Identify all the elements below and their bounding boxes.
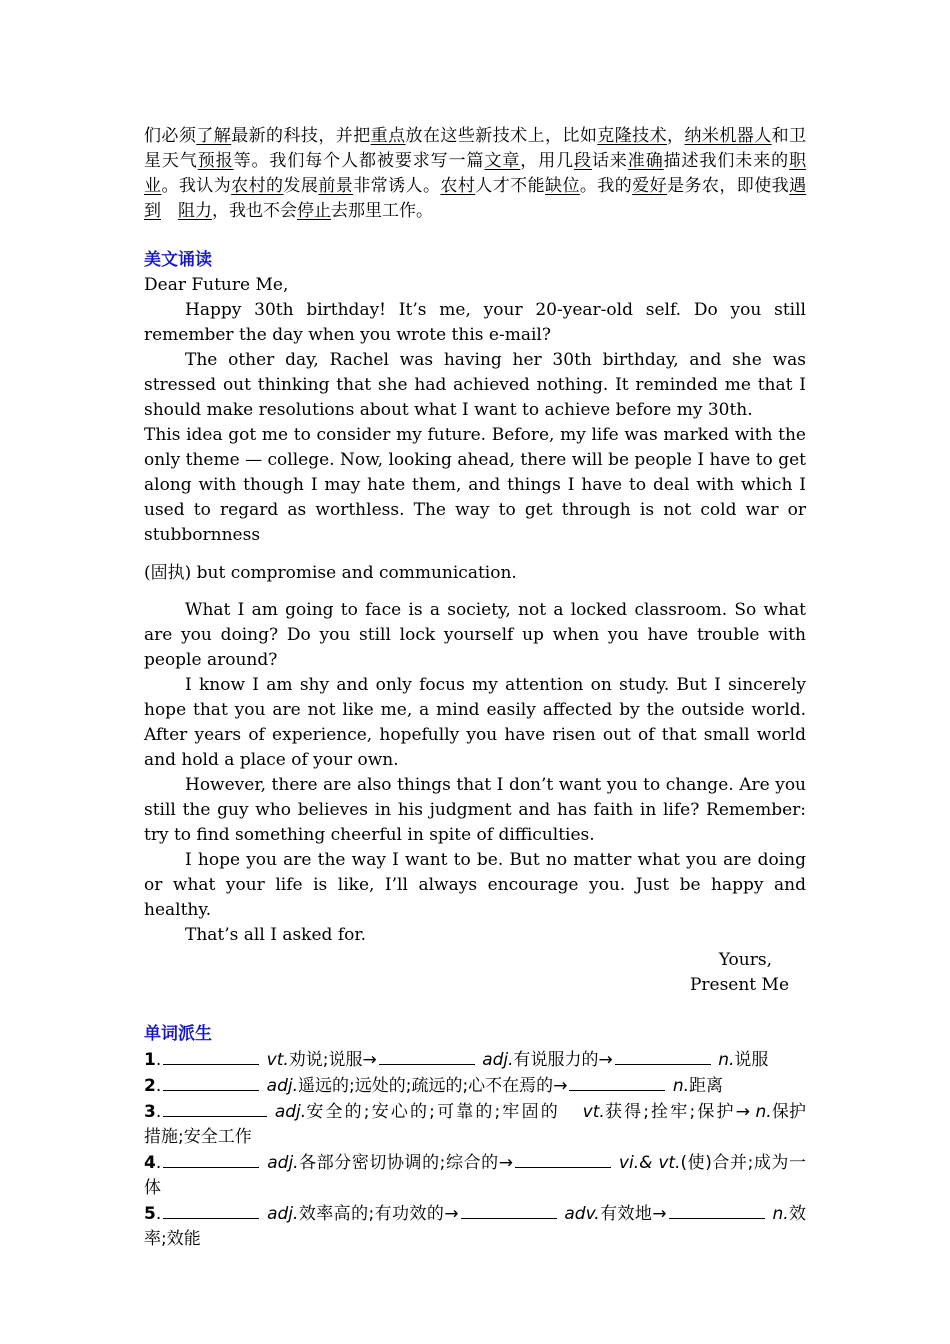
- intro-text: 。我的: [579, 176, 633, 196]
- intro-text: 。我认为: [161, 176, 232, 196]
- vocab-heading: 单词派生: [144, 1024, 212, 1044]
- intro-text: ，我也不会: [212, 201, 297, 221]
- part-of-speech: adv.: [564, 1204, 600, 1224]
- arrow-icon: →: [652, 1204, 667, 1224]
- part-of-speech: n.: [718, 1050, 735, 1070]
- answer-blank[interactable]: [461, 1201, 557, 1219]
- intro-text: 最新的科技，并把: [231, 126, 371, 146]
- part-of-speech: vt.: [266, 1050, 289, 1070]
- chinese-gloss: 固执: [150, 563, 185, 583]
- answer-blank[interactable]: [515, 1150, 611, 1168]
- reading-heading: 美文诵读: [144, 250, 212, 270]
- underlined-term: 了解: [196, 126, 232, 146]
- intro-text: 们必须: [144, 126, 197, 146]
- intro-text: 是务农，即使我: [667, 176, 790, 196]
- underlined-term: 文章: [484, 151, 521, 171]
- underlined-term: 纳米机器人: [684, 126, 772, 146]
- part-of-speech: adj.: [266, 1076, 298, 1096]
- answer-blank[interactable]: [163, 1150, 259, 1168]
- letter-greeting: Dear Future Me,: [144, 275, 289, 295]
- part-of-speech: n.: [772, 1204, 789, 1224]
- intro-text: [161, 201, 178, 221]
- letter-closing: Yours,: [718, 950, 772, 970]
- letter-paragraph-4: What I am going to face is a society, not a locked classroom. So what are you doing? Do you still lock yourself up when you have trouble with people around?: [144, 600, 806, 670]
- intro-paragraph: [144, 124, 806, 224]
- item-number: 3: [144, 1102, 156, 1122]
- part-of-speech: n.: [672, 1076, 690, 1096]
- part-of-speech: adj.: [267, 1153, 299, 1173]
- vocab-item-2: [144, 1073, 806, 1099]
- meaning: 有说服力的: [513, 1050, 599, 1070]
- underlined-term: 遇到: [144, 176, 807, 221]
- meaning: 效率;效能: [144, 1204, 807, 1249]
- letter-paragraph-5: I know I am shy and only focus my attention on study. But I sincerely hope that you are not like me, a mind easily affected by the outside world. After years of experience, hopefully you have risen out of that small world and hold a place of your own.: [144, 675, 806, 770]
- underlined-term: 克隆技术: [597, 126, 668, 146]
- meaning: (使)合并;成为一体: [144, 1153, 807, 1198]
- meaning: 劝说;说服: [288, 1050, 363, 1070]
- arrow-icon: →: [498, 1153, 513, 1173]
- answer-blank[interactable]: [163, 1047, 259, 1065]
- underlined-term: 前景: [318, 176, 354, 196]
- letter-paragraph-6: However, there are also things that I don’t want you to change. Are you still the guy who believes in his judgment and has faith in life? Remember: try to find something cheerful in spite of difficulties.: [144, 775, 806, 845]
- underlined-term: 爱好: [632, 176, 668, 196]
- intro-text: 放在这些新技术上，比如: [405, 126, 598, 146]
- intro-text: 和卫星天气: [144, 126, 807, 171]
- meaning: 获得;拴牢;保护: [604, 1102, 736, 1122]
- answer-blank[interactable]: [163, 1099, 267, 1117]
- meaning: 遥远的;远处的;疏远的;心不在焉的: [298, 1076, 554, 1096]
- answer-blank[interactable]: [569, 1073, 665, 1091]
- arrow-icon: →: [362, 1050, 377, 1070]
- underlined-term: 农村: [440, 176, 476, 196]
- part-of-speech: adj.: [267, 1204, 299, 1224]
- meaning: 保护措施;安全工作: [144, 1102, 807, 1147]
- letter-paragraph-3: This idea got me to consider my future. Before, my life was marked with the only theme — college. Now, looking ahead, there will be people I have to get along with though I may hate them, and things I have to deal with which I used to regard as worthless. The way to get through is not cold war or stubbornness: [144, 425, 806, 545]
- underlined-term: 农村的: [231, 176, 284, 196]
- meaning: 说服: [734, 1050, 769, 1070]
- intro-text: 描述我们未来的: [663, 151, 790, 171]
- item-dot: .: [155, 1102, 162, 1122]
- arrow-icon: →: [735, 1102, 750, 1122]
- letter-paragraph-1: Happy 30th birthday! It’s me, your 20-year-old self. Do you still remember the day when you wrote this e-mail?: [144, 300, 806, 345]
- vocab-item-5: [144, 1201, 806, 1252]
- intro-text: 话来: [591, 151, 628, 171]
- item-dot: .: [155, 1050, 162, 1070]
- part-of-speech: n.: [755, 1102, 772, 1122]
- letter-paragraph-2: The other day, Rachel was having her 30th birthday, and she was stressed out thinking that she had achieved nothing. It reminded me that I should make resolutions about what I want to achieve before my 30th.: [144, 350, 806, 420]
- part-of-speech: adj.: [274, 1102, 307, 1122]
- meaning: 距离: [689, 1076, 724, 1096]
- intro-text: 非常诱人。: [353, 176, 441, 196]
- answer-blank[interactable]: [615, 1047, 711, 1065]
- meaning: 效率高的;有功效的: [298, 1204, 445, 1224]
- intro-text: 人才不能: [475, 176, 546, 196]
- letter-paragraph-3-continuation: [144, 561, 806, 586]
- vocab-item-4: [144, 1150, 806, 1201]
- underlined-term: 段: [574, 151, 592, 171]
- item-dot: .: [155, 1204, 162, 1224]
- intro-text: 发展: [283, 176, 319, 196]
- answer-blank[interactable]: [379, 1047, 475, 1065]
- item-number: 1: [144, 1050, 156, 1070]
- arrow-icon: →: [444, 1204, 459, 1224]
- intro-text: ，: [667, 126, 685, 146]
- vocab-item-3: [144, 1099, 806, 1150]
- intro-text: 等。我们每个人都被要求写一篇: [233, 151, 485, 171]
- arrow-icon: →: [553, 1076, 568, 1096]
- underlined-term: 预报: [197, 151, 234, 171]
- continuation-text: ) but compromise and communication.: [184, 563, 517, 583]
- underlined-term: 缺位: [545, 176, 580, 196]
- item-number: 5: [144, 1204, 156, 1224]
- vocab-item-1: [144, 1047, 806, 1073]
- meaning: 各部分密切协调的;综合的: [298, 1153, 499, 1173]
- meaning: 有效地: [599, 1204, 653, 1224]
- underlined-term: 准确: [627, 151, 664, 171]
- item-dot: .: [155, 1153, 162, 1173]
- underlined-term: 职业: [144, 151, 807, 196]
- document-page: [144, 124, 806, 1252]
- letter-paragraph-7: I hope you are the way I want to be. But no matter what you are doing or what your life is like, I’ll always encourage you. Just be happy and healthy.: [144, 850, 806, 920]
- intro-text: ，用几: [520, 151, 575, 171]
- letter-paragraph-8: That’s all I asked for.: [185, 925, 367, 945]
- underlined-term: 重点: [370, 126, 406, 146]
- underlined-term: 停止: [297, 201, 331, 221]
- paren-open: (: [144, 563, 151, 583]
- underlined-term: 阻力: [178, 201, 212, 221]
- item-dot: .: [155, 1076, 162, 1096]
- arrow-icon: →: [598, 1050, 613, 1070]
- part-of-speech: adj.: [482, 1050, 514, 1070]
- answer-blank[interactable]: [669, 1201, 765, 1219]
- answer-blank[interactable]: [163, 1201, 259, 1219]
- letter-signature: Present Me: [689, 975, 789, 995]
- item-number: 4: [144, 1153, 156, 1173]
- part-of-speech: vt.: [582, 1102, 605, 1122]
- item-number: 2: [144, 1076, 156, 1096]
- meaning: 安全的;安心的;可靠的;牢固的: [306, 1102, 560, 1122]
- answer-blank[interactable]: [163, 1073, 259, 1091]
- intro-text: 去那里工作。: [331, 201, 433, 221]
- part-of-speech: vi.& vt.: [618, 1153, 681, 1173]
